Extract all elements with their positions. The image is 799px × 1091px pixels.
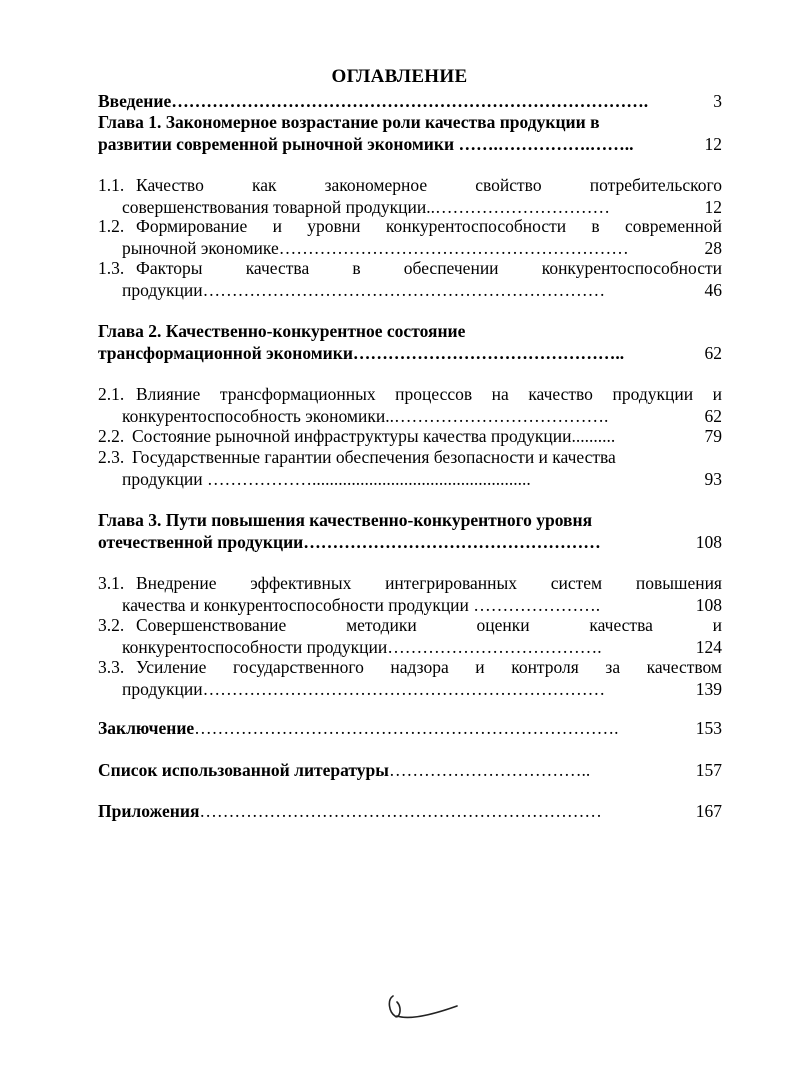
page-number: 62 <box>704 343 722 363</box>
toc-entry-chapter-3[interactable] <box>98 510 722 553</box>
page-number: 139 <box>695 679 722 699</box>
toc-entry-3-2[interactable] <box>98 615 722 658</box>
section-number: 1.1. <box>98 175 125 195</box>
toc-entry-text: Состояние рыночной инфраструктуры качества продукции.......... <box>132 426 616 446</box>
toc-entry-text: продукции ……………….................................................. <box>122 469 531 489</box>
chapter-heading-line: Глава 1. Закономерное возрастание роли качества продукции в <box>98 112 600 132</box>
signature-mark <box>385 990 465 1030</box>
toc-entry-text: трансформационной экономики……………………………………….. <box>98 343 625 363</box>
page-number: 124 <box>695 637 722 657</box>
toc-entry-chapter-1[interactable] <box>98 112 722 155</box>
page-number: 12 <box>704 134 722 154</box>
toc-entry-text: Приложения…………………………………………………………… <box>98 801 602 821</box>
toc-entry-1-2[interactable] <box>98 216 722 259</box>
toc-entry-conclusion[interactable] <box>98 718 722 739</box>
section-heading-line: Усиление государственного надзора и контроля за качеством <box>136 657 722 677</box>
page-number: 93 <box>704 469 722 489</box>
toc-entry-2-3[interactable] <box>98 447 722 490</box>
toc-entry-text: Введение………………………………………………………………………. <box>98 91 649 111</box>
page-number: 3 <box>713 91 722 111</box>
toc-entry-text: продукции…………………………………………………………… <box>122 280 606 300</box>
section-number: 1.2. <box>98 216 125 236</box>
toc-entry-chapter-2[interactable] <box>98 321 722 364</box>
page-number: 167 <box>695 801 722 821</box>
page-number: 28 <box>704 238 722 258</box>
section-heading-line: Качество как закономерное свойство потребительского <box>136 175 722 195</box>
page-number: 46 <box>704 280 722 300</box>
toc-entry-text: Список использованной литературы…………………………….. <box>98 760 591 780</box>
page-number: 153 <box>695 718 722 738</box>
section-heading-line: Государственные гарантии обеспечения безопасности и качества <box>132 447 616 467</box>
toc-entry-2-1[interactable] <box>98 384 722 427</box>
section-number: 3.1. <box>98 573 125 593</box>
section-number: 3.3. <box>98 657 125 677</box>
section-heading-line: Совершенствование методики оценки качества и <box>136 615 722 635</box>
toc-entry-text: рыночной экономике…………………………………………………… <box>122 238 629 258</box>
chapter-heading-line: Глава 3. Пути повышения качественно-конкурентного уровня <box>98 510 593 530</box>
page-number: 157 <box>695 760 722 780</box>
section-heading-line: Влияние трансформационных процессов на качество продукции и <box>136 384 722 404</box>
toc-entry-text: совершенствования товарной продукции..………………………… <box>122 197 611 217</box>
section-heading-line: Факторы качества в обеспечении конкурентоспособности <box>136 258 722 278</box>
page-number: 108 <box>695 532 722 552</box>
toc-entry-references[interactable] <box>98 760 722 781</box>
section-number: 3.2. <box>98 615 125 635</box>
page-number: 62 <box>704 406 722 426</box>
section-heading-line: Внедрение эффективных интегрированных систем повышения <box>136 573 722 593</box>
page-number: 12 <box>704 197 722 217</box>
page-number: 108 <box>695 595 722 615</box>
toc-entry-intro[interactable] <box>98 91 722 112</box>
section-number: 2.2. <box>98 426 125 446</box>
toc-entry-text: качества и конкурентоспособности продукции …………………. <box>122 595 601 615</box>
toc-entry-text: продукции…………………………………………………………… <box>122 679 606 699</box>
toc-entry-text: развитии современной рыночной экономики …….…………….…….. <box>98 134 634 154</box>
toc-entry-appendices[interactable] <box>98 801 722 822</box>
toc-entry-3-1[interactable] <box>98 573 722 616</box>
page-title: ОГЛАВЛЕНИЕ <box>331 66 468 87</box>
section-number: 1.3. <box>98 258 125 278</box>
page-number: 79 <box>704 426 722 446</box>
section-heading-line: Формирование и уровни конкурентоспособности в современной <box>136 216 722 236</box>
toc-entry-text: Заключение………………………………………………………………. <box>98 718 619 738</box>
section-number: 2.3. <box>98 447 125 467</box>
section-number: 2.1. <box>98 384 125 404</box>
toc-entry-1-1[interactable] <box>98 175 722 218</box>
toc-entry-3-3[interactable] <box>98 657 722 700</box>
toc-entry-1-3[interactable] <box>98 258 722 301</box>
toc-entry-text: конкурентоспособность экономики..………………………………. <box>122 406 609 426</box>
toc-entry-2-2[interactable] <box>98 426 722 447</box>
toc-entry-text: отечественной продукции…………………………………………… <box>98 532 601 552</box>
chapter-heading-line: Глава 2. Качественно-конкурентное состояние <box>98 321 466 341</box>
toc-entry-text: конкурентоспособности продукции………………………………. <box>122 637 602 657</box>
